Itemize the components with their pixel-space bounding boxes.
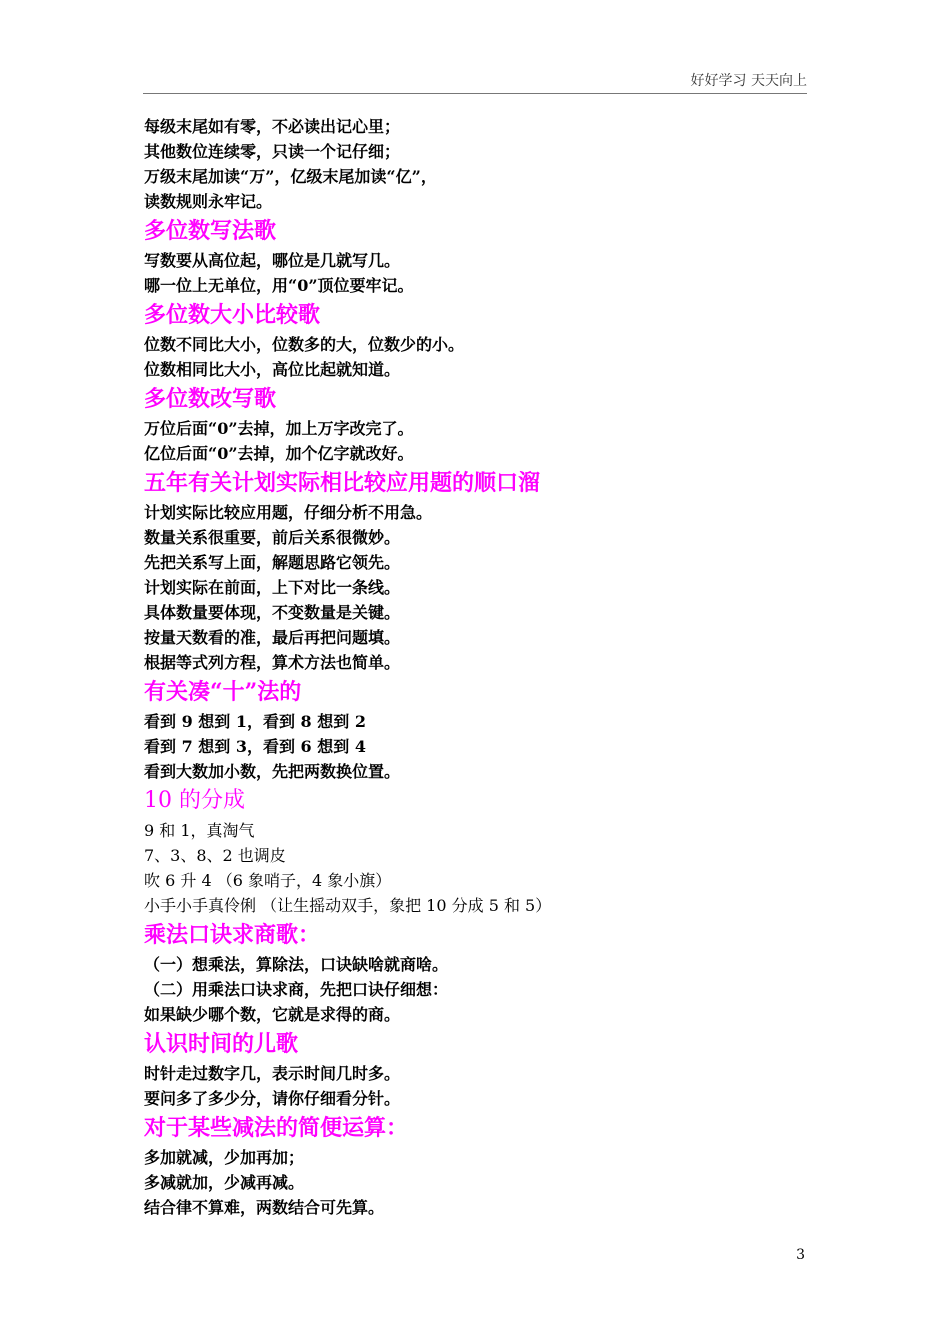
text-line: 按量天数看的准，最后再把问题填。 — [144, 628, 401, 647]
text-line: 小手小手真伶俐 （让生摇动双手，象把 10 分成 5 和 5） — [144, 896, 552, 915]
section-writing-song — [144, 214, 824, 298]
text-line: 先把关系写上面，解题思路它领先。 — [144, 553, 401, 572]
section-title: 乘法口诀求商歌： — [144, 922, 321, 948]
page-number: 3 — [796, 1247, 805, 1263]
section-title: 多位数大小比较歌 — [144, 302, 321, 328]
text-line: 看到 7 想到 3，看到 6 想到 4 — [144, 737, 366, 756]
text-line: 写数要从高位起，哪位是几就写几。 — [144, 251, 401, 270]
section-ten-split — [144, 784, 824, 918]
section-make-ten — [144, 675, 824, 784]
section-subtraction-shortcuts — [144, 1111, 824, 1220]
text-line: 看到 9 想到 1，看到 8 想到 2 — [144, 712, 366, 731]
text-line: 9 和 1，真淘气 — [144, 821, 255, 840]
text-line: 时针走过数字几，表示时间几时多。 — [144, 1064, 401, 1083]
text-line: （二）用乘法口诀求商，先把口诀仔细想： — [144, 980, 449, 999]
text-line: 吹 6 升 4 （6 象哨子，4 象小旗） — [144, 871, 392, 890]
text-line: 要问多了多少分，请你仔细看分针。 — [144, 1089, 401, 1108]
text-line: 亿位后面“0”去掉，加个亿字就改好。 — [144, 444, 414, 463]
text-line: 万级末尾加读“万”，亿级末尾加读“亿”， — [144, 167, 437, 186]
header-divider — [143, 93, 807, 94]
section-title: 有关凑“十”法的 — [144, 679, 302, 705]
text-line: 结合律不算难，两数结合可先算。 — [144, 1198, 385, 1217]
text-line: 多减就加，少减再减。 — [144, 1173, 305, 1192]
document-body — [144, 114, 824, 1220]
text-line: 哪一位上无单位，用“0”顶位要牢记。 — [144, 276, 414, 295]
text-line: 位数相同比大小，高位比起就知道。 — [144, 360, 401, 379]
text-line: 具体数量要体现，不变数量是关键。 — [144, 603, 401, 622]
text-line: 数量关系很重要，前后关系很微妙。 — [144, 528, 401, 547]
text-line: 读数规则永牢记。 — [144, 192, 273, 211]
text-line: 如果缺少哪个数，它就是求得的商。 — [144, 1005, 401, 1024]
text-line: 看到大数加小数，先把两数换位置。 — [144, 762, 401, 781]
section-title: 认识时间的儿歌 — [144, 1031, 299, 1057]
text-line: 计划实际在前面，上下对比一条线。 — [144, 578, 401, 597]
text-line: （一）想乘法，算除法，口诀缺啥就商啥。 — [144, 955, 449, 974]
section-title: 多位数写法歌 — [144, 218, 277, 244]
intro-block — [144, 114, 824, 214]
text-line: 7、3、8、2 也调皮 — [144, 846, 286, 865]
section-title: 五年有关计划实际相比较应用题的顺口溜 — [144, 470, 541, 496]
section-time-song — [144, 1027, 824, 1111]
text-line: 其他数位连续零，只读一个记仔细； — [144, 142, 401, 161]
text-line: 位数不同比大小，位数多的大，位数少的小。 — [144, 335, 465, 354]
text-line: 计划实际比较应用题，仔细分析不用急。 — [144, 503, 433, 522]
text-line: 多加就减，少加再加； — [144, 1148, 305, 1167]
text-line: 根据等式列方程，算术方法也简单。 — [144, 653, 401, 672]
text-line: 每级末尾如有零，不必读出记心里； — [144, 117, 401, 136]
section-plan-actual-rhyme — [144, 466, 824, 675]
section-title: 多位数改写歌 — [144, 386, 277, 412]
section-title: 对于某些减法的简便运算： — [144, 1115, 409, 1141]
section-multiplication-quotient-song — [144, 918, 824, 1027]
page-header: 好好学习 天天向上 — [690, 73, 807, 89]
section-comparison-song — [144, 298, 824, 382]
text-line: 万位后面“0”去掉，加上万字改完了。 — [144, 419, 414, 438]
section-title: 10 的分成 — [144, 788, 245, 813]
section-rewrite-song — [144, 382, 824, 466]
